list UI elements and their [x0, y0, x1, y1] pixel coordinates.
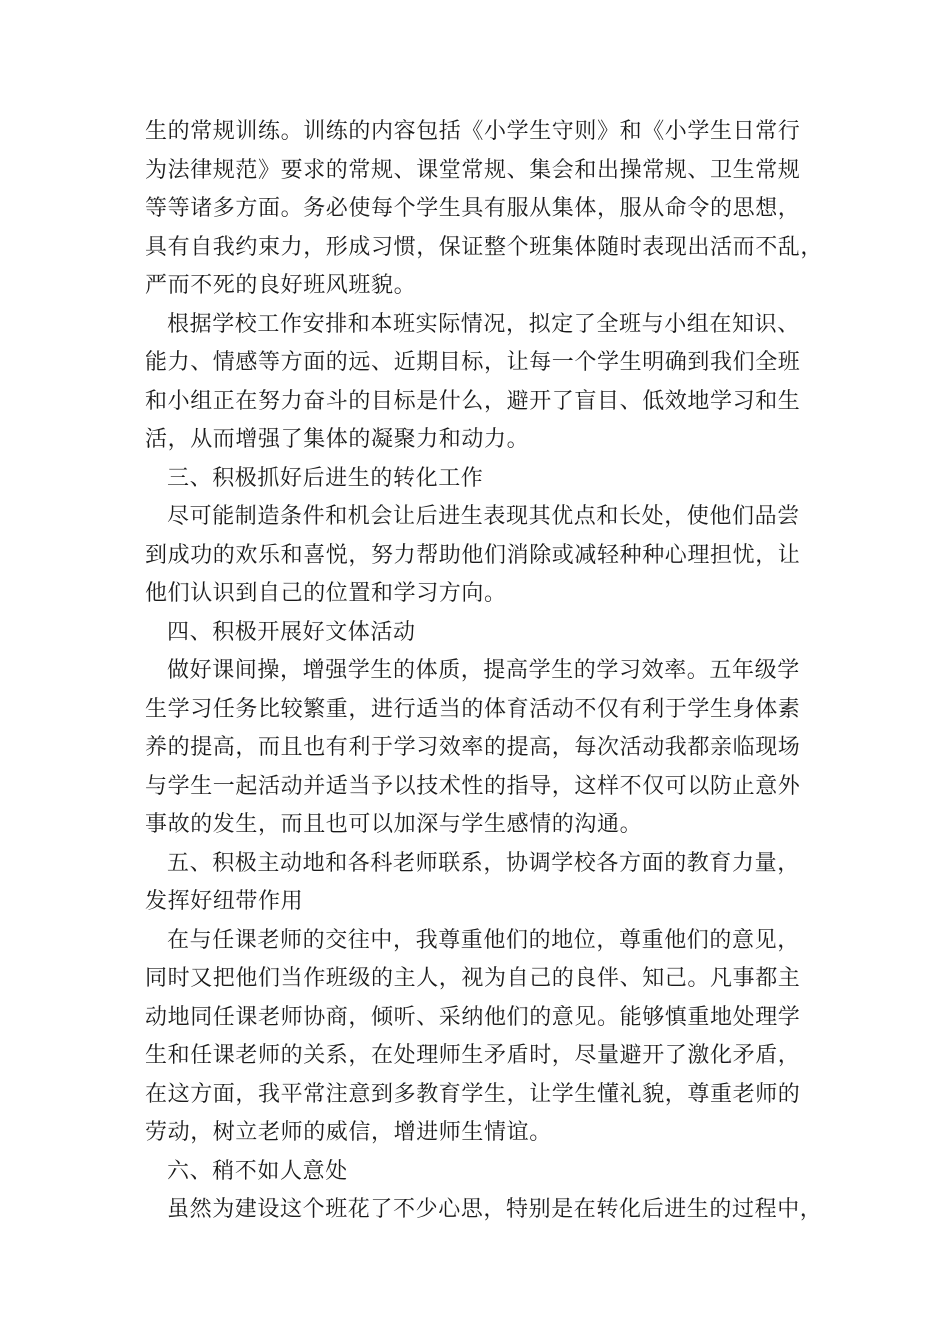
text-line: 养的提高，而且也有利于学习效率的提高，每次活动我都亲临现场: [145, 735, 801, 760]
text-line: 活，从而增强了集体的凝聚力和动力。: [145, 427, 530, 452]
section-heading-6: 六、稍不如人意处: [167, 1158, 348, 1184]
section-heading-3: 三、积极抓好后进生的转化工作: [167, 465, 484, 491]
text-line: 生学习任务比较繁重，进行适当的体育活动不仅有利于学生身体素: [145, 696, 801, 722]
text-line: 他们认识到自己的位置和学习方向。: [145, 581, 507, 606]
paragraph-start-line: 虽然为建设这个班花了不少心思，特别是在转化后进生的过程中，: [167, 1197, 823, 1222]
text-line: 能力、情感等方面的远、近期目标，让每一个学生明确到我们全班: [145, 350, 801, 375]
text-line: 等等诸多方面。务必使每个学生具有服从集体，服从命令的思想，: [145, 196, 801, 221]
text-line: 事故的发生，而且也可以加深与学生感情的沟通。: [145, 812, 643, 837]
text-line: 具有自我约束力，形成习惯，保证整个班集体随时表现出活而不乱，: [145, 234, 824, 260]
text-line: 与学生一起活动并适当予以技术性的指导，这样不仅可以防止意外: [145, 773, 801, 799]
paragraph-start-line: 做好课间操，增强学生的体质，提高学生的学习效率。五年级学: [167, 658, 800, 683]
text-line: 到成功的欢乐和喜悦，努力帮助他们消除或减轻种种心理担忧，让: [145, 542, 801, 568]
text-line: 动地同任课老师协商，倾听、采纳他们的意见。能够慎重地处理学: [145, 1004, 801, 1030]
text-line: 在这方面，我平常注意到多教育学生，让学生懂礼貌，尊重老师的: [145, 1081, 801, 1107]
document-body: [145, 113, 825, 1230]
paragraph-start-line: 尽可能制造条件和机会让后进生表现其优点和长处，使他们品尝: [167, 504, 800, 529]
text-line: 生的常规训练。训练的内容包括《小学生守则》和《小学生日常行: [145, 119, 801, 144]
section-heading-5-continued: 发挥好纽带作用: [145, 889, 304, 914]
section-heading-5: 五、积极主动地和各科老师联系，协调学校各方面的教育力量，: [167, 850, 800, 876]
paragraph-start-line: 在与任课老师的交往中，我尊重他们的地位，尊重他们的意见，: [167, 927, 800, 953]
text-line: 生和任课老师的关系，在处理师生矛盾时，尽量避开了激化矛盾，: [145, 1043, 801, 1068]
text-line: 和小组正在努力奋斗的目标是什么，避开了盲目、低效地学习和生: [145, 388, 801, 414]
section-heading-4: 四、积极开展好文体活动: [167, 619, 416, 645]
text-line: 同时又把他们当作班级的主人，视为自己的良伴、知己。凡事都主: [145, 966, 801, 991]
text-line: 劳动，树立老师的威信，增进师生情谊。: [145, 1120, 552, 1145]
text-line: 为法律规范》要求的常规、课堂常规、集会和出操常规、卫生常规: [145, 157, 801, 183]
paragraph-start-line: 根据学校工作安排和本班实际情况，拟定了全班与小组在知识、: [167, 311, 800, 337]
text-line: 严而不死的良好班风班貌。: [145, 273, 417, 298]
